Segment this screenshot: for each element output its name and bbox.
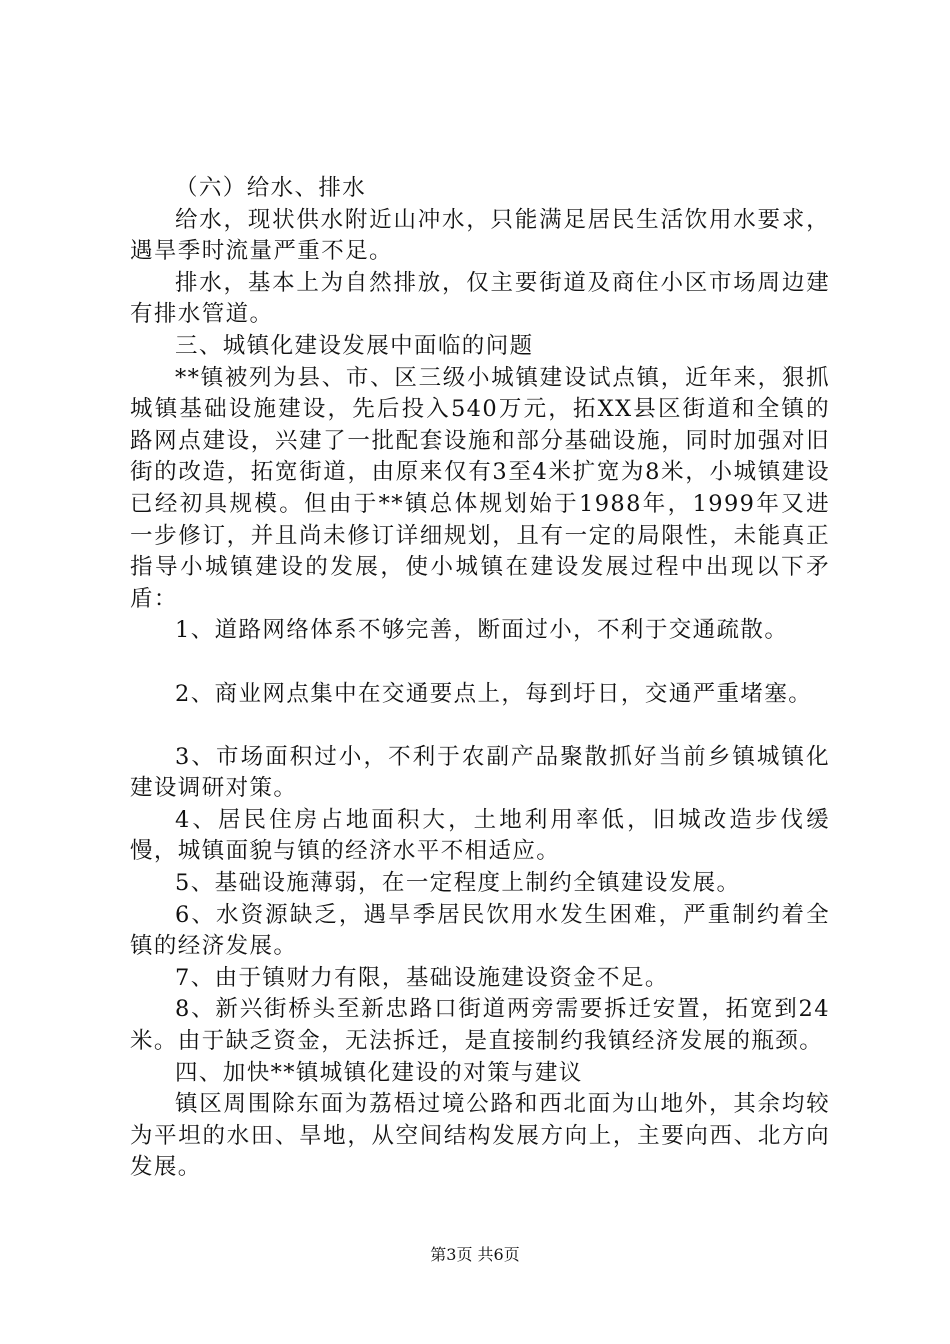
list-item-problem-4: 4、居民住房占地面积大，土地利用率低，旧城改造步伐缓慢，城镇面貌与镇的经济水平不相适应。: [130, 806, 830, 865]
paragraph-drainage: 排水，基本上为自然排放，仅主要街道及商住小区市场周边建有排水管道。: [130, 269, 830, 328]
document-body: [130, 173, 830, 1184]
list-item-problem-1: 1、道路网络体系不够完善，断面过小，不利于交通疏散。: [175, 617, 789, 644]
page-footer: 第3页 共6页: [430, 1245, 520, 1264]
paragraph-spatial-development: 镇区周围除东面为荔梧过境公路和西北面为山地外，其余均较为平坦的水田、旱地，从空间结构发展方向上，主要向西、北方向发展。: [130, 1091, 830, 1181]
list-item-problem-6: 6、水资源缺乏，遇旱季居民饮用水发生困难，严重制约着全镇的经济发展。: [130, 901, 830, 960]
paragraph-water-supply: 给水，现状供水附近山冲水，只能满足居民生活饮用水要求，遇旱季时流量严重不足。: [130, 206, 830, 265]
section-heading-water: （六）给水、排水: [175, 175, 367, 201]
section-heading-countermeasures: 四、加快**镇城镇化建设的对策与建议: [175, 1059, 583, 1086]
list-item-problem-8: 8、新兴街桥头至新忠路口街道两旁需要拆迁安置，拓宽到24米。由于缺乏资金，无法拆迁，是直接制约我镇经济发展的瓶颈。: [130, 996, 830, 1055]
paragraph-town-overview: **镇被列为县、市、区三级小城镇建设试点镇，近年来，狠抓城镇基础设施建设，先后投入540万元，拓XX县区街道和全镇的路网点建设，兴建了一批配套设施和部分基础设施，同时加强对旧街的改造，拓宽街道，由原来仅有3至4米扩宽为8米，小城镇建设已经初具规模。但由于**镇总体规划始于1988年，1999年又进一步修订，并且尚未修订详细规划，且有一定的局限性，未能真正指导小城镇建设的发展，使小城镇在建设发展过程中出现以下矛盾：: [130, 364, 830, 612]
list-item-problem-7: 7、由于镇财力有限，基础设施建设资金不足。: [175, 964, 669, 991]
list-item-problem-5: 5、基础设施薄弱，在一定程度上制约全镇建设发展。: [175, 870, 741, 897]
list-item-problem-2: 2、商业网点集中在交通要点上，每到圩日，交通严重堵塞。: [175, 680, 813, 707]
list-item-problem-3: 3、市场面积过小，不利于农副产品聚散抓好当前乡镇城镇化建设调研对策。: [130, 743, 830, 802]
section-heading-problems: 三、城镇化建设发展中面临的问题: [175, 332, 534, 359]
